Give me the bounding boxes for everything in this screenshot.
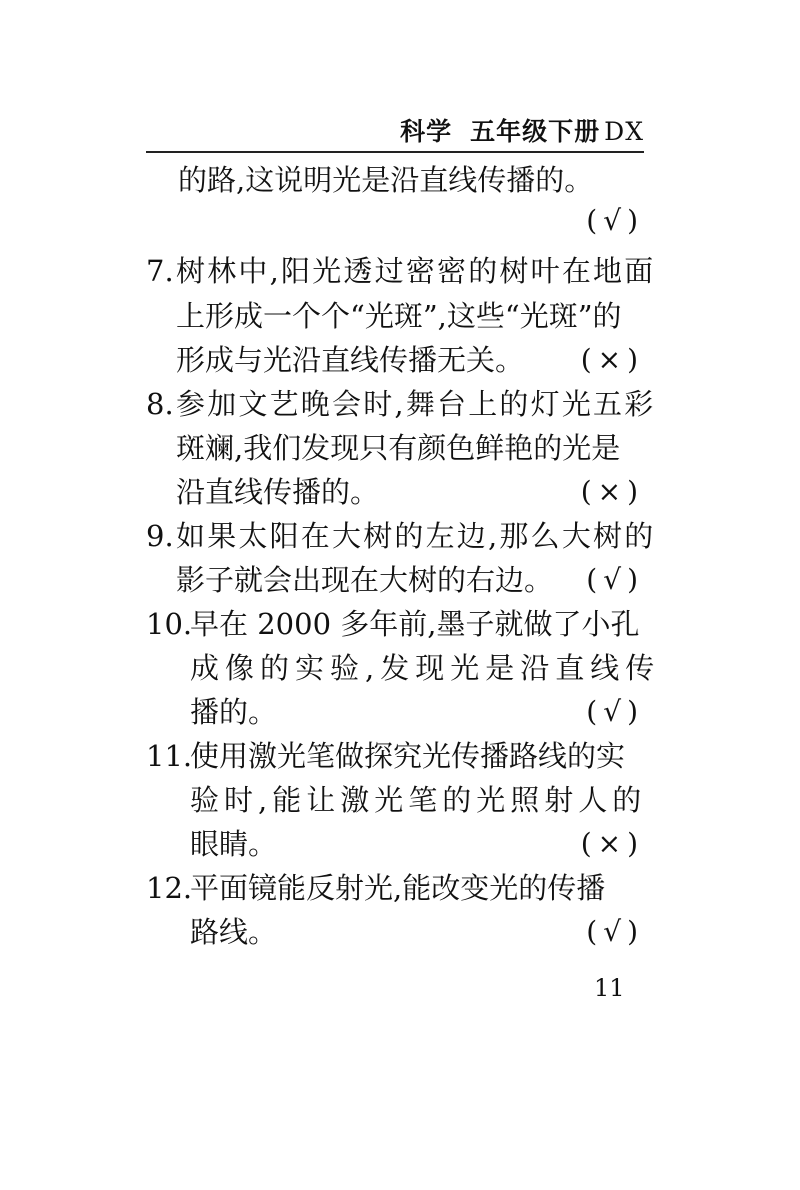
header-subject: 科学 <box>400 117 453 146</box>
page-header <box>146 112 644 152</box>
page-number: 11 <box>594 974 625 1002</box>
question-line: 使用激光笔做探究光传播路线的实 <box>190 739 626 773</box>
question-number: 8. <box>146 387 174 421</box>
answer-mark: (×) <box>580 343 644 376</box>
question-number: 11. <box>146 739 193 773</box>
question-line: 平面镜能反射光,能改变光的传播 <box>190 871 606 905</box>
question-number: 12. <box>146 871 193 905</box>
header-rule <box>146 151 644 153</box>
question-line: 沿直线传播的。 <box>176 475 380 509</box>
question-line: 形成与光沿直线传播无关。 <box>176 343 525 377</box>
question-line: 路线。 <box>190 915 278 949</box>
answer-mark: (√) <box>586 695 644 728</box>
question-line: 如果太阳在大树的左边,那么大树的 <box>176 519 656 553</box>
question-line: 参加文艺晚会时,舞台上的灯光五彩 <box>176 387 656 421</box>
running-head <box>400 112 644 148</box>
header-edition: DX <box>604 117 644 146</box>
question-line: 成像的实验,发现光是沿直线传 <box>190 651 661 685</box>
answer-mark: (√) <box>586 204 644 237</box>
answer-mark: (√) <box>586 563 644 596</box>
answer-mark: (×) <box>580 827 644 860</box>
answer-mark: (×) <box>580 475 644 508</box>
question-line: 影子就会出现在大树的右边。 <box>176 563 554 597</box>
question-line: 树林中,阳光透过密密的树叶在地面 <box>176 254 656 288</box>
question-line: 斑斓,我们发现只有颜色鲜艳的光是 <box>176 431 621 465</box>
question-line: 早在 2000 多年前,墨子就做了小孔 <box>190 607 640 641</box>
question-number: 10. <box>146 607 193 641</box>
question-line: 上形成一个个“光斑”,这些“光斑”的 <box>176 299 622 333</box>
question-line: 播的。 <box>190 695 278 729</box>
question-number: 7. <box>146 254 174 288</box>
question-number: 9. <box>146 519 174 553</box>
question-line: 的路,这说明光是沿直线传播的。 <box>178 163 594 197</box>
question-line: 验时,能让激光笔的光照射人的 <box>190 783 647 817</box>
header-grade: 五年级下册 <box>470 117 601 146</box>
answer-mark: (√) <box>586 915 644 948</box>
question-line: 眼睛。 <box>190 827 278 861</box>
